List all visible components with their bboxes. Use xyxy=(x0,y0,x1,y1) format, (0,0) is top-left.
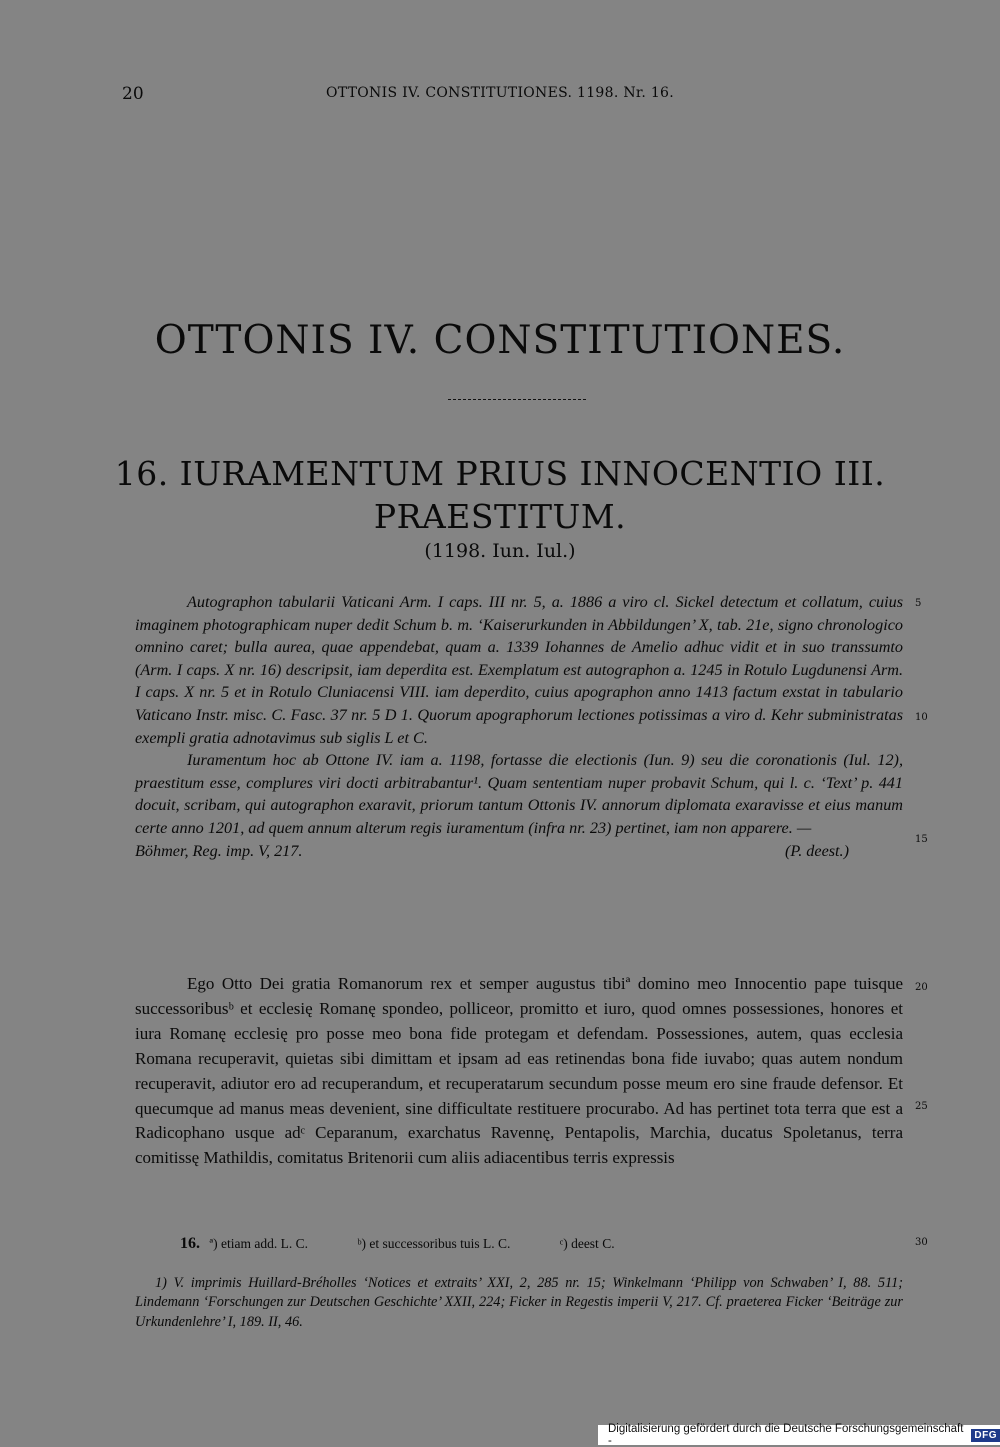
intro-paragraph-1: Autographon tabularii Vaticani Arm. I caps. III nr. 5, a. 1886 a viro cl. Sickel detectum et collatum, cuius imaginem photographicam nuper dedit Schum b. m. ‘Kaiserurkunden in Abbildungen’ X, tab. 21e, signo chronologico omnino caret; bulla aurea, quae appendebat, quam a. 1339 Iohannes de Amelio adhuc vidit et in suo transsumto (Arm. I caps. X nr. 16) descripsit, iam deperdita est. Exemplatum est autographon a. 1245 in Rotulo Lugdunensi Arm. I caps. X nr. 5 et in Rotulo Cluniacensi VIII. iam deperdito, cuius apographon anno 1413 factum exstat in tabulario Vaticano Instr. misc. C. Fasc. 37 nr. 5 D 1. Quorum apographorum lectiones potissimas a viro d. Kehr subministratas exempli gratia adnotavimus sub siglis L et C. xyxy=(135,593,903,747)
intro-reference-row xyxy=(135,840,903,863)
running-head: OTTONIS IV. CONSTITUTIONES. 1198. Nr. 16. xyxy=(325,85,675,101)
oath-text: Ego Otto Dei gratia Romanorum rex et semper augustus tibiª domino meo Innocentio pape tuisque successoribusᵇ et ecclesię Romanę spondeo, polliceor, promitto et iuro, quod omnes possessiones, honores et iura Romanę ecclesię pro posse meo bona fide protegam et defendam. Possessiones, autem, quas ecclesia Romana recuperavit, quietas sibi dimittam et ipsam ad eas retinendas bona fide iuvabo; quas autem nondum recuperavit, adiutor ero ad recuperandum, et recuperatarum secundum posse meum ero sine fraude defensor. Et quecumque ad manus meas devenient, sine difficultate restituere procurabo. Ad has pertinet tota terra que est a Radicophano usque adᶜ Ceparanum, exarchatus Ravennę, Pentapolis, Marchia, ducatus Spoletanus, terra comitissę Mathildis, comitatus Britenorii cum aliis adiacentibus terris expressis xyxy=(135,974,903,1168)
document-title xyxy=(0,452,1000,538)
document-date: (1198. Iun. Iul.) xyxy=(424,540,576,562)
margin-line-number: 25 xyxy=(915,1101,928,1112)
variant-note-c: ᶜ) deest C. xyxy=(559,1236,615,1251)
intro-paragraph-2: Iuramentum hoc ab Ottone IV. iam a. 1198, fortasse die electionis (Iun. 9) seu die coronationis (Iul. 12), praestitum esse, complures viri docti arbitrabantur¹. Quam sententiam nuper probavit Schum, qui l. c. ‘Text’ p. 441 docuit, scribam, qui autographon exaravit, priorum tantum Ottonis IV. annorum diplomata exaravisse et eius manum certe anno 1201, ad quem annum alterum regis iuramentum (infra nr. 23) pertinet, iam non apparere. — xyxy=(135,751,903,837)
document-title-line1: 16. IURAMENTUM PRIUS INNOCENTIO III. xyxy=(114,454,886,493)
edition-sign: (P. deest.) xyxy=(785,841,849,860)
margin-line-number: 10 xyxy=(915,712,928,723)
page-number: 20 xyxy=(122,84,144,104)
footnotes xyxy=(135,1274,903,1332)
dfg-logo: DFG xyxy=(971,1429,1000,1442)
introduction xyxy=(135,591,903,862)
footnote-1: 1) V. imprimis Huillard-Bréholles ‘Notices et extraits’ XXI, 2, 285 nr. 15; Winkelmann ‘Philipp von Schwaben’ I, 88. 511; Lindemann ‘Forschungen zur Deutschen Geschichte’ XXII, 224; Ficker in Regestis imperii V, 217. Cf. praeterea Ficker ‘Beiträge zur Urkundenlehre’ I, 189. II, 46. xyxy=(135,1275,903,1330)
margin-line-number: 30 xyxy=(915,1237,928,1248)
page-header xyxy=(0,84,1000,108)
margin-line-number: 20 xyxy=(915,982,928,993)
variant-note-b: ᵇ) et successoribus tuis L. C. xyxy=(357,1236,511,1251)
title-divider xyxy=(448,399,586,400)
margin-line-number: 15 xyxy=(915,834,928,845)
main-title: OTTONIS IV. CONSTITUTIONES. xyxy=(154,318,846,363)
variant-notes-number: 16. xyxy=(180,1235,200,1252)
footer-credit xyxy=(598,1425,1000,1445)
document-title-line2: PRAESTITUM. xyxy=(373,497,627,536)
variant-notes xyxy=(135,1235,903,1253)
margin-line-number: 5 xyxy=(915,598,922,609)
footer-text: Digitalisierung gefördert durch die Deutsche Forschungsgemeinschaft - xyxy=(608,1423,964,1447)
regest-reference: Böhmer, Reg. imp. V, 217. xyxy=(135,841,303,860)
document-text xyxy=(135,972,903,1171)
variant-note-a: ª) etiam add. L. C. xyxy=(209,1236,308,1251)
